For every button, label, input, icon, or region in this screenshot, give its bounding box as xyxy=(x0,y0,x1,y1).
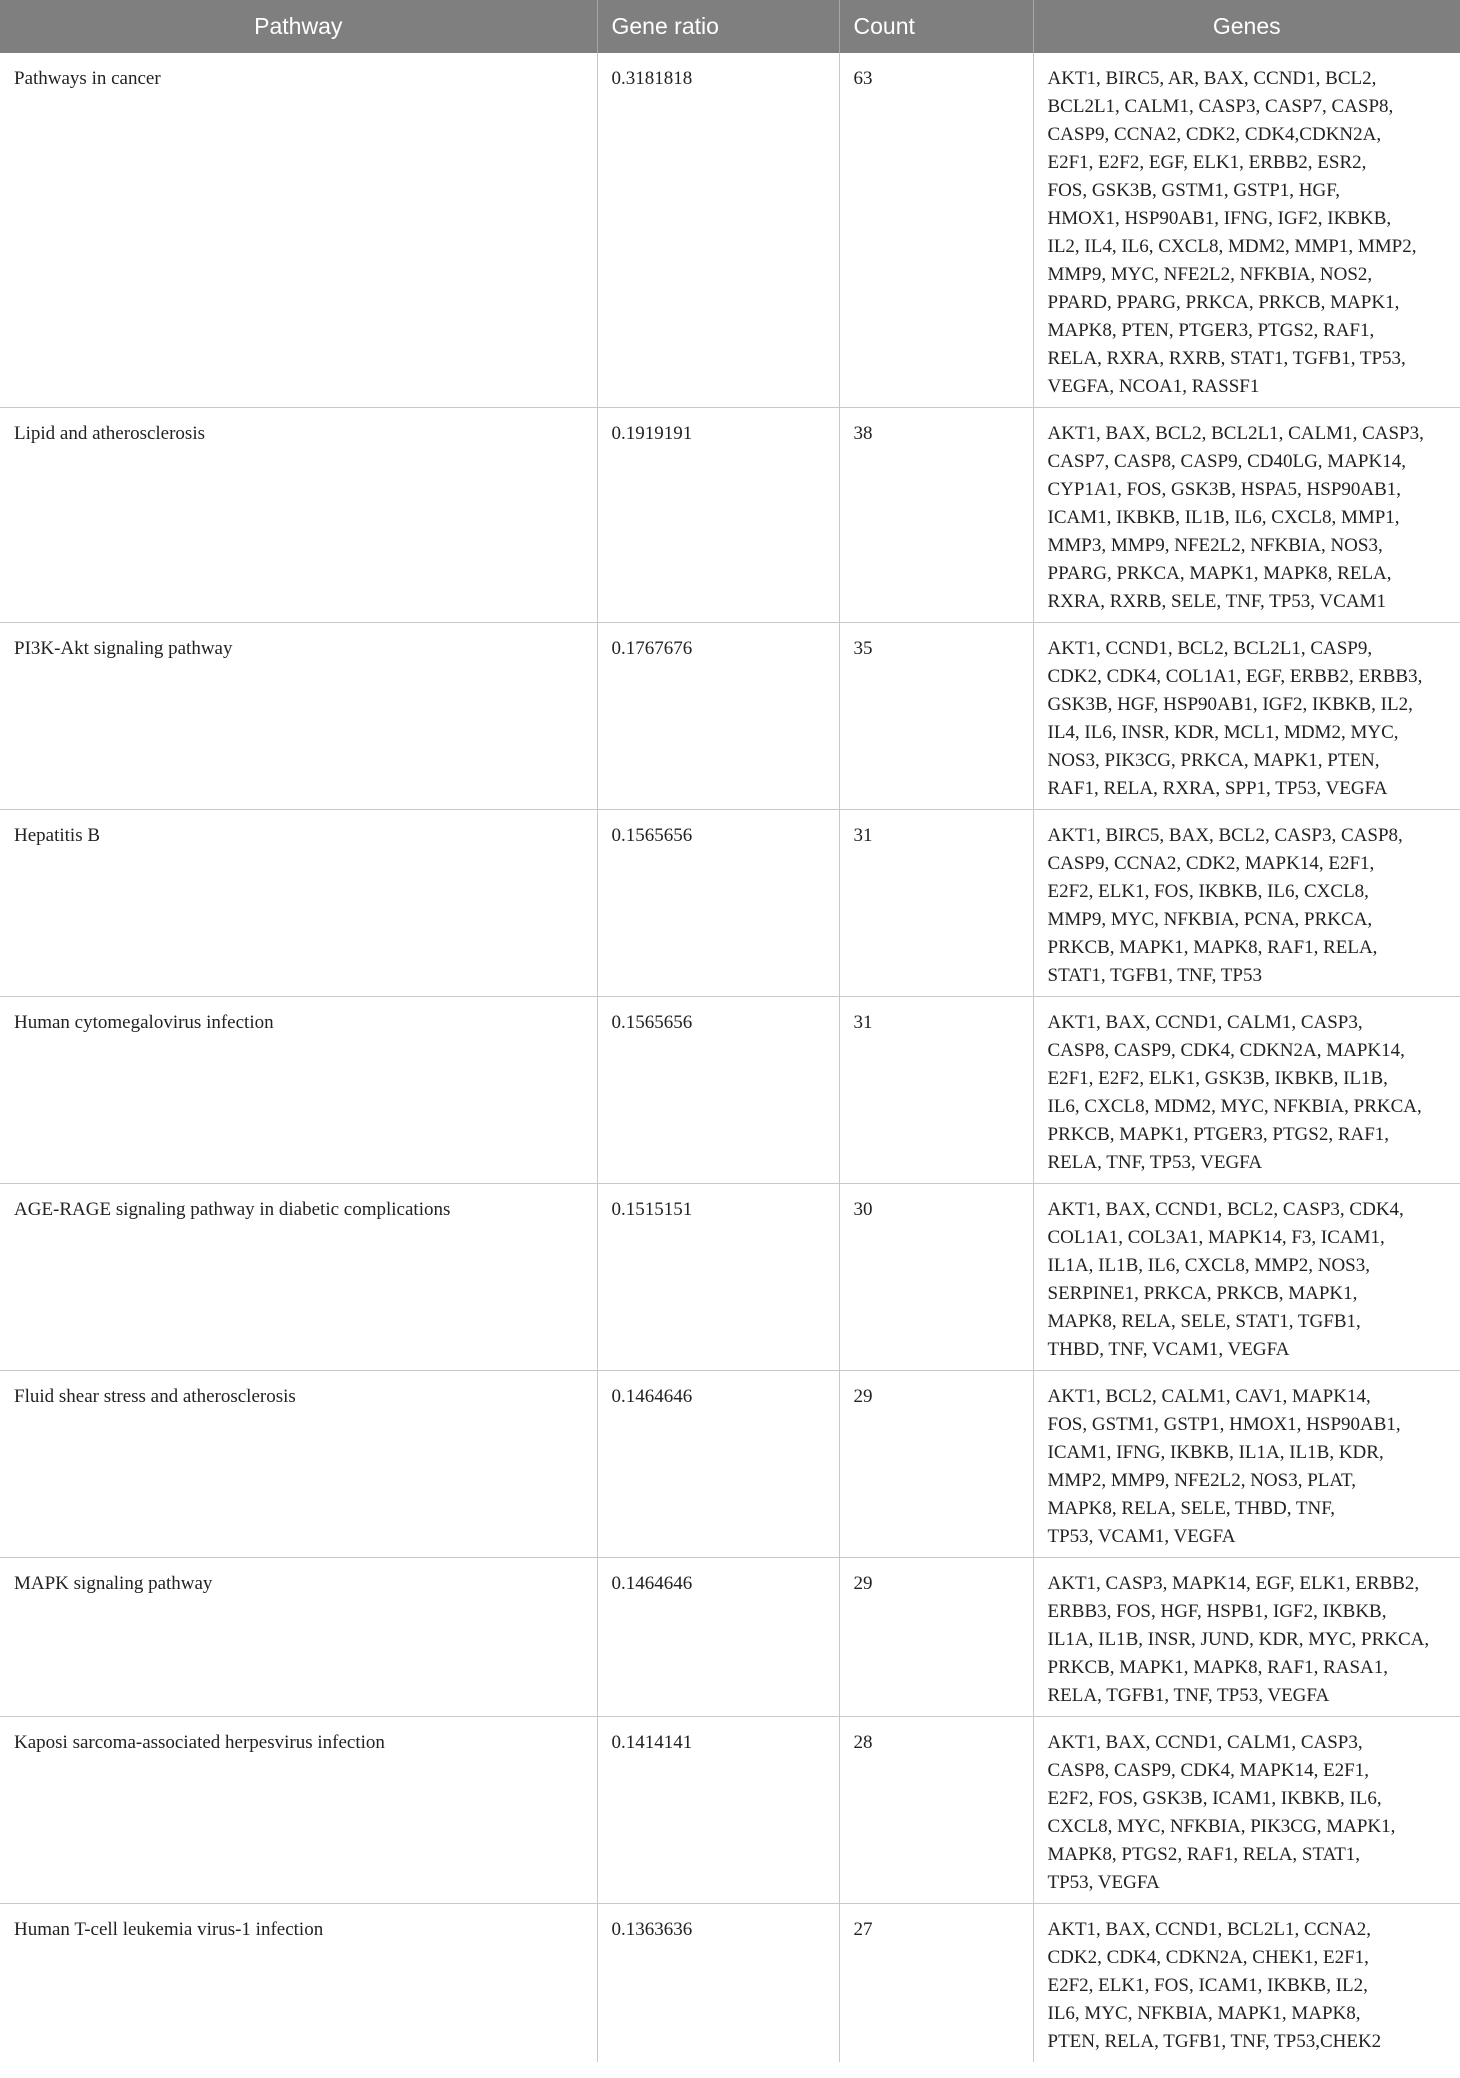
cell-pathway: Lipid and atherosclerosis xyxy=(0,408,597,623)
gene-list-line: E2F1, E2F2, ELK1, GSK3B, IKBKB, IL1B, xyxy=(1047,1068,1388,1089)
cell-pathway: Human T-cell leukemia virus-1 infection xyxy=(0,1904,597,2063)
header-gene-ratio: Gene ratio xyxy=(597,0,839,53)
gene-list-line: RXRA, RXRB, SELE, TNF, TP53, VCAM1 xyxy=(1047,591,1386,612)
gene-list-line: CDK2, CDK4, COL1A1, EGF, ERBB2, ERBB3, xyxy=(1047,666,1423,687)
cell-count: 29 xyxy=(839,1558,1033,1717)
gene-list-line: AKT1, CASP3, MAPK14, EGF, ELK1, ERBB2, xyxy=(1047,1573,1420,1594)
table-row xyxy=(0,810,1460,997)
gene-list-line: FOS, GSTM1, GSTP1, HMOX1, HSP90AB1, xyxy=(1047,1414,1401,1435)
gene-list-line: HMOX1, HSP90AB1, IFNG, IGF2, IKBKB, xyxy=(1047,208,1392,229)
cell-pathway: PI3K-Akt signaling pathway xyxy=(0,623,597,810)
gene-list-line: IL4, IL6, INSR, KDR, MCL1, MDM2, MYC, xyxy=(1047,722,1399,743)
gene-list-line: ERBB3, FOS, HGF, HSPB1, IGF2, IKBKB, xyxy=(1047,1601,1387,1622)
cell-genes xyxy=(1033,1558,1460,1717)
gene-list-line: ICAM1, IFNG, IKBKB, IL1A, IL1B, KDR, xyxy=(1047,1442,1384,1463)
gene-list-line: RELA, TGFB1, TNF, TP53, VEGFA xyxy=(1047,1685,1330,1706)
gene-list-line: MMP9, MYC, NFKBIA, PCNA, PRKCA, xyxy=(1047,909,1373,930)
cell-gene-ratio: 0.1414141 xyxy=(597,1717,839,1904)
gene-list-line: AKT1, BAX, CCND1, BCL2, CASP3, CDK4, xyxy=(1047,1199,1404,1220)
cell-count: 63 xyxy=(839,53,1033,408)
header-count: Count xyxy=(839,0,1033,53)
cell-genes xyxy=(1033,1371,1460,1558)
gene-list-line: AKT1, BIRC5, AR, BAX, CCND1, BCL2, xyxy=(1047,68,1377,89)
table-row xyxy=(0,53,1460,408)
gene-list-line: BCL2L1, CALM1, CASP3, CASP7, CASP8, xyxy=(1047,96,1394,117)
header-genes: Genes xyxy=(1033,0,1460,53)
cell-genes xyxy=(1033,623,1460,810)
gene-list-line: E2F1, E2F2, EGF, ELK1, ERBB2, ESR2, xyxy=(1047,152,1367,173)
gene-list-line: STAT1, TGFB1, TNF, TP53 xyxy=(1047,965,1262,986)
gene-list-line: RELA, RXRA, RXRB, STAT1, TGFB1, TP53, xyxy=(1047,348,1406,369)
gene-list-line: CXCL8, MYC, NFKBIA, PIK3CG, MAPK1, xyxy=(1047,1816,1396,1837)
gene-list-line: PRKCB, MAPK1, PTGER3, PTGS2, RAF1, xyxy=(1047,1124,1390,1145)
gene-list-line: AKT1, BIRC5, BAX, BCL2, CASP3, CASP8, xyxy=(1047,825,1403,846)
cell-gene-ratio: 0.1767676 xyxy=(597,623,839,810)
gene-list-line: ICAM1, IKBKB, IL1B, IL6, CXCL8, MMP1, xyxy=(1047,507,1400,528)
gene-list-line: MAPK8, PTEN, PTGER3, PTGS2, RAF1, xyxy=(1047,320,1375,341)
gene-list-line: AKT1, BAX, CCND1, CALM1, CASP3, xyxy=(1047,1732,1363,1753)
gene-list-line: IL6, MYC, NFKBIA, MAPK1, MAPK8, xyxy=(1047,2003,1361,2024)
table-row xyxy=(0,1371,1460,1558)
cell-gene-ratio: 0.1363636 xyxy=(597,1904,839,2063)
cell-genes xyxy=(1033,408,1460,623)
cell-count: 27 xyxy=(839,1904,1033,2063)
gene-list-line: PRKCB, MAPK1, MAPK8, RAF1, RELA, xyxy=(1047,937,1378,958)
cell-count: 29 xyxy=(839,1371,1033,1558)
table-row xyxy=(0,1904,1460,2063)
gene-list-line: CASP8, CASP9, CDK4, MAPK14, E2F1, xyxy=(1047,1760,1369,1781)
gene-list-line: RELA, TNF, TP53, VEGFA xyxy=(1047,1152,1263,1173)
gene-list-line: AKT1, BAX, CCND1, CALM1, CASP3, xyxy=(1047,1012,1363,1033)
cell-count: 28 xyxy=(839,1717,1033,1904)
gene-list-line: TP53, VEGFA xyxy=(1047,1872,1160,1893)
gene-list-line: AKT1, BCL2, CALM1, CAV1, MAPK14, xyxy=(1047,1386,1371,1407)
cell-pathway: Hepatitis B xyxy=(0,810,597,997)
cell-genes xyxy=(1033,1904,1460,2063)
cell-count: 30 xyxy=(839,1184,1033,1371)
gene-list-line: IL6, CXCL8, MDM2, MYC, NFKBIA, PRKCA, xyxy=(1047,1096,1422,1117)
header-pathway: Pathway xyxy=(0,0,597,53)
cell-count: 35 xyxy=(839,623,1033,810)
gene-list-line: AKT1, BAX, BCL2, BCL2L1, CALM1, CASP3, xyxy=(1047,423,1424,444)
table-row xyxy=(0,408,1460,623)
header-row xyxy=(0,0,1460,53)
gene-list-line: CYP1A1, FOS, GSK3B, HSPA5, HSP90AB1, xyxy=(1047,479,1402,500)
gene-list-line: PTEN, RELA, TGFB1, TNF, TP53,CHEK2 xyxy=(1047,2031,1382,2052)
cell-count: 38 xyxy=(839,408,1033,623)
gene-list-line: IL1A, IL1B, INSR, JUND, KDR, MYC, PRKCA, xyxy=(1047,1629,1430,1650)
gene-list-line: SERPINE1, PRKCA, PRKCB, MAPK1, xyxy=(1047,1283,1358,1304)
cell-count: 31 xyxy=(839,810,1033,997)
gene-list-line: AKT1, BAX, CCND1, BCL2L1, CCNA2, xyxy=(1047,1919,1372,1940)
gene-list-line: CASP9, CCNA2, CDK2, MAPK14, E2F1, xyxy=(1047,853,1375,874)
table-row xyxy=(0,623,1460,810)
gene-list-line: AKT1, CCND1, BCL2, BCL2L1, CASP9, xyxy=(1047,638,1373,659)
cell-gene-ratio: 0.1464646 xyxy=(597,1558,839,1717)
table-row xyxy=(0,1717,1460,1904)
cell-genes xyxy=(1033,53,1460,408)
cell-gene-ratio: 0.1565656 xyxy=(597,810,839,997)
gene-list-line: RAF1, RELA, RXRA, SPP1, TP53, VEGFA xyxy=(1047,778,1388,799)
gene-list-line: MMP2, MMP9, NFE2L2, NOS3, PLAT, xyxy=(1047,1470,1356,1491)
gene-list-line: PPARG, PRKCA, MAPK1, MAPK8, RELA, xyxy=(1047,563,1392,584)
gene-list-line: MAPK8, RELA, SELE, STAT1, TGFB1, xyxy=(1047,1311,1361,1332)
cell-gene-ratio: 0.3181818 xyxy=(597,53,839,408)
gene-list-line: E2F2, FOS, GSK3B, ICAM1, IKBKB, IL6, xyxy=(1047,1788,1382,1809)
cell-pathway: Pathways in cancer xyxy=(0,53,597,408)
gene-list-line: E2F2, ELK1, FOS, ICAM1, IKBKB, IL2, xyxy=(1047,1975,1368,1996)
cell-gene-ratio: 0.1919191 xyxy=(597,408,839,623)
cell-count: 31 xyxy=(839,997,1033,1184)
gene-list-line: IL2, IL4, IL6, CXCL8, MDM2, MMP1, MMP2, xyxy=(1047,236,1417,257)
cell-pathway: Kaposi sarcoma-associated herpesvirus infection xyxy=(0,1717,597,1904)
gene-list-line: E2F2, ELK1, FOS, IKBKB, IL6, CXCL8, xyxy=(1047,881,1369,902)
gene-list-line: COL1A1, COL3A1, MAPK14, F3, ICAM1, xyxy=(1047,1227,1385,1248)
cell-genes xyxy=(1033,1184,1460,1371)
cell-gene-ratio: 0.1515151 xyxy=(597,1184,839,1371)
gene-list-line: PPARD, PPARG, PRKCA, PRKCB, MAPK1, xyxy=(1047,292,1400,313)
gene-list-line: GSK3B, HGF, HSP90AB1, IGF2, IKBKB, IL2, xyxy=(1047,694,1413,715)
table-row xyxy=(0,1184,1460,1371)
cell-genes xyxy=(1033,810,1460,997)
cell-pathway: Fluid shear stress and atherosclerosis xyxy=(0,1371,597,1558)
gene-list-line: THBD, TNF, VCAM1, VEGFA xyxy=(1047,1339,1290,1360)
gene-list-line: CDK2, CDK4, CDKN2A, CHEK1, E2F1, xyxy=(1047,1947,1369,1968)
cell-gene-ratio: 0.1464646 xyxy=(597,1371,839,1558)
gene-list-line: FOS, GSK3B, GSTM1, GSTP1, HGF, xyxy=(1047,180,1341,201)
gene-list-line: MMP9, MYC, NFE2L2, NFKBIA, NOS2, xyxy=(1047,264,1373,285)
cell-pathway: Human cytomegalovirus infection xyxy=(0,997,597,1184)
gene-list-line: CASP7, CASP8, CASP9, CD40LG, MAPK14, xyxy=(1047,451,1406,472)
gene-list-line: CASP9, CCNA2, CDK2, CDK4,CDKN2A, xyxy=(1047,124,1382,145)
cell-genes xyxy=(1033,1717,1460,1904)
gene-list-line: TP53, VCAM1, VEGFA xyxy=(1047,1526,1236,1547)
table-row xyxy=(0,1558,1460,1717)
gene-list-line: MMP3, MMP9, NFE2L2, NFKBIA, NOS3, xyxy=(1047,535,1383,556)
cell-genes xyxy=(1033,997,1460,1184)
table-row xyxy=(0,997,1460,1184)
gene-list-line: VEGFA, NCOA1, RASSF1 xyxy=(1047,376,1260,397)
table-body xyxy=(0,53,1460,2062)
gene-list-line: NOS3, PIK3CG, PRKCA, MAPK1, PTEN, xyxy=(1047,750,1380,771)
gene-list-line: IL1A, IL1B, IL6, CXCL8, MMP2, NOS3, xyxy=(1047,1255,1370,1276)
cell-pathway: AGE-RAGE signaling pathway in diabetic complications xyxy=(0,1184,597,1371)
cell-pathway: MAPK signaling pathway xyxy=(0,1558,597,1717)
gene-list-line: MAPK8, PTGS2, RAF1, RELA, STAT1, xyxy=(1047,1844,1361,1865)
gene-list-line: PRKCB, MAPK1, MAPK8, RAF1, RASA1, xyxy=(1047,1657,1389,1678)
gene-list-line: CASP8, CASP9, CDK4, CDKN2A, MAPK14, xyxy=(1047,1040,1405,1061)
table-header xyxy=(0,0,1460,53)
gene-list-line: MAPK8, RELA, SELE, THBD, TNF, xyxy=(1047,1498,1336,1519)
cell-gene-ratio: 0.1565656 xyxy=(597,997,839,1184)
